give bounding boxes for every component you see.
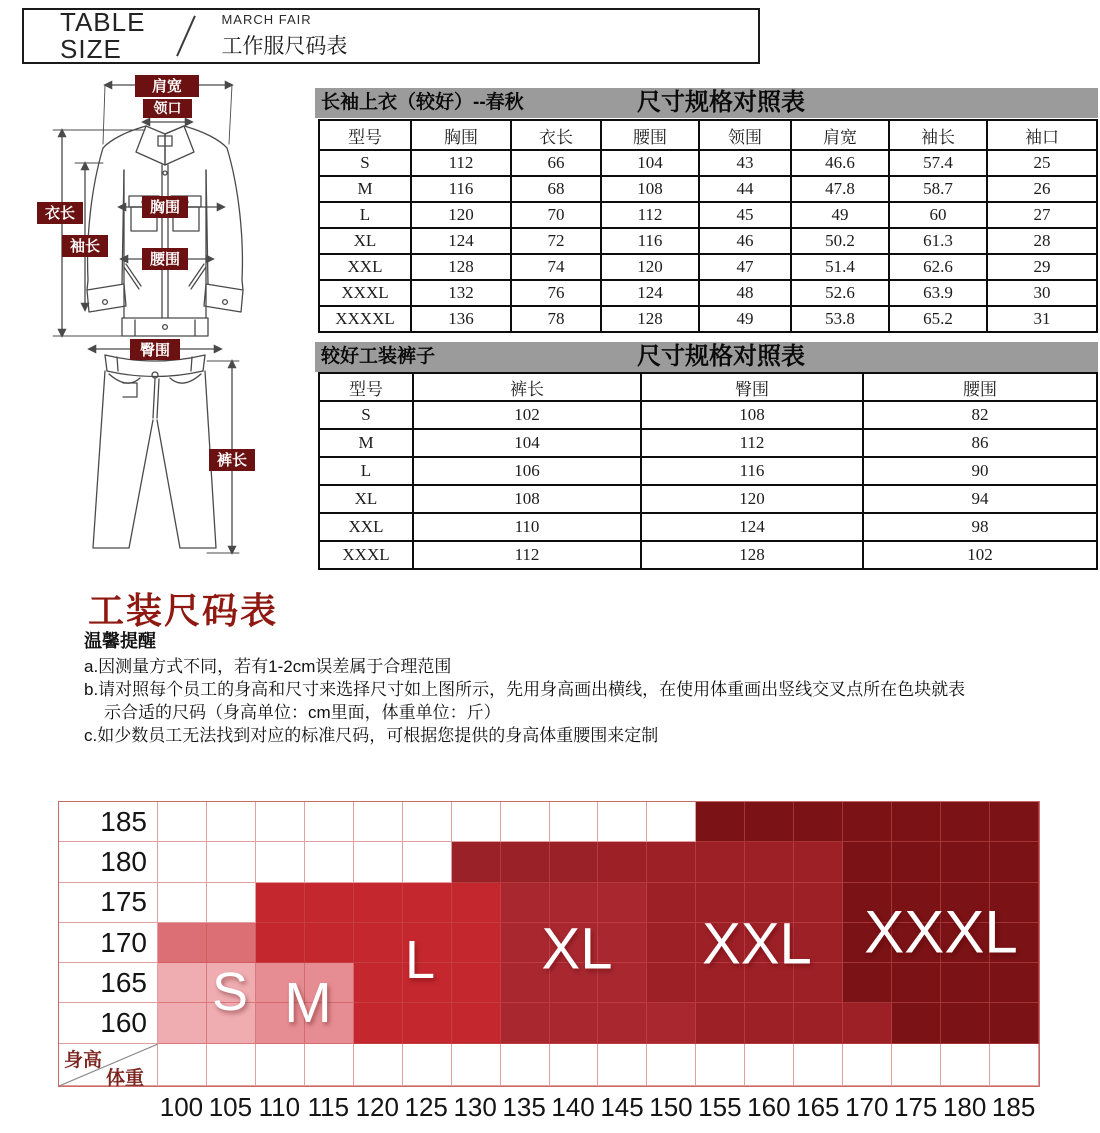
weight-tick-label: 135 (502, 1092, 546, 1122)
cell: 108 (601, 176, 699, 202)
height-axis-label: 170 (59, 923, 158, 963)
heatmap-cell (794, 1003, 843, 1043)
notes-block (84, 630, 965, 747)
size-zone-label-l: L (404, 930, 436, 990)
cell: 108 (641, 401, 863, 429)
heatmap-cell (550, 802, 599, 842)
header-box (22, 8, 760, 64)
heatmap-cell (745, 1003, 794, 1043)
heatmap-cell (501, 802, 550, 842)
cell: 70 (511, 202, 601, 228)
weight-tick-label: 170 (845, 1092, 889, 1122)
column-header: 袖长 (889, 120, 987, 150)
note-line: a.因测量方式不同，若有1-2cm误差属于合理范围 (84, 657, 452, 676)
brand-label: MARCH FAIR (221, 12, 312, 27)
page-title (60, 9, 145, 63)
page-title-line1: TABLE (60, 7, 146, 37)
jacket-length-label: 衣长 (44, 205, 76, 222)
height-axis-label: 185 (59, 802, 158, 842)
header-row-cell (843, 1044, 892, 1086)
heatmap-cell (207, 842, 256, 882)
table-row (319, 228, 1097, 254)
weight-tick-label: 120 (355, 1092, 399, 1122)
cell: 128 (411, 254, 511, 280)
heatmap-cell (452, 802, 501, 842)
height-axis-label: 165 (59, 963, 158, 1003)
heatmap-cell (843, 1003, 892, 1043)
table-row (319, 429, 1097, 457)
jacket-table-subtitle: 尺寸规格对照表 (637, 89, 805, 116)
column-header: 领围 (699, 120, 791, 150)
garment-diagram (25, 68, 315, 583)
weight-tick-label: 100 (159, 1092, 204, 1122)
cell: 124 (601, 280, 699, 306)
heatmap-cell (941, 963, 990, 1003)
weight-tick-label: 125 (404, 1092, 448, 1122)
cell: 65.2 (889, 306, 987, 332)
cell: 26 (987, 176, 1097, 202)
heatmap-cell (158, 1003, 207, 1043)
heatmap-cell (550, 842, 599, 882)
cell: 45 (699, 202, 791, 228)
cell: 102 (863, 541, 1097, 569)
column-header: 肩宽 (791, 120, 889, 150)
cell: 28 (987, 228, 1097, 254)
heatmap-cell (256, 883, 305, 923)
cell: 52.6 (791, 280, 889, 306)
table-row (319, 202, 1097, 228)
cell: S (319, 150, 411, 176)
heatmap-cell (843, 963, 892, 1003)
cell: 51.4 (791, 254, 889, 280)
cell: 106 (413, 457, 641, 485)
column-header: 腰围 (863, 373, 1097, 401)
cell: 47.8 (791, 176, 889, 202)
heatmap-cell (207, 883, 256, 923)
weight-tick-label: 160 (747, 1092, 791, 1122)
table-row (319, 280, 1097, 306)
column-header: 型号 (319, 373, 413, 401)
heatmap-cell (598, 1003, 647, 1043)
heatmap-cell (207, 923, 256, 963)
table-row (319, 254, 1097, 280)
heatmap-cell (305, 842, 354, 882)
axis-corner-cell (59, 1044, 158, 1089)
page-title-line2: SIZE (60, 34, 122, 64)
cell: 98 (863, 513, 1097, 541)
heatmap-cell (550, 1003, 599, 1043)
cell: 30 (987, 280, 1097, 306)
cell: 116 (601, 228, 699, 254)
cell: 128 (641, 541, 863, 569)
heatmap-cell (403, 842, 452, 882)
heatmap-cell (305, 923, 354, 963)
heatmap-cell (990, 842, 1039, 882)
cell: 112 (413, 541, 641, 569)
cell: XXXL (319, 541, 413, 569)
cell: 104 (601, 150, 699, 176)
heatmap-cell (452, 923, 501, 963)
section-title: 工装尺码表 (88, 590, 279, 631)
cell: XL (319, 485, 413, 513)
cell: 102 (413, 401, 641, 429)
heatmap-cell (354, 923, 403, 963)
jacket-table-band (315, 88, 1098, 118)
weight-tick-label: 115 (307, 1092, 350, 1122)
heatmap-cell (941, 1003, 990, 1043)
heatmap-cell (598, 842, 647, 882)
note-line: 示合适的尺码（身高单位：cm里面，体重单位：斤） (104, 703, 501, 722)
cell: 120 (601, 254, 699, 280)
cell: 58.7 (889, 176, 987, 202)
waist-label: 腰围 (149, 251, 181, 268)
table-header (319, 373, 1097, 401)
table-row (319, 457, 1097, 485)
cell: 82 (863, 401, 1097, 429)
header-row-cell (696, 1044, 745, 1086)
cell: 72 (511, 228, 601, 254)
cell: 49 (699, 306, 791, 332)
column-header: 型号 (319, 120, 411, 150)
weight-tick-label: 140 (551, 1092, 595, 1122)
table-body (319, 150, 1097, 332)
weight-tick-label: 155 (698, 1092, 742, 1122)
cell: 124 (411, 228, 511, 254)
hip-label: 臀围 (139, 342, 171, 359)
header-row-cell (941, 1044, 990, 1086)
cell: 68 (511, 176, 601, 202)
cell: 48 (699, 280, 791, 306)
heatmap-cell (941, 842, 990, 882)
table-row (319, 513, 1097, 541)
column-header: 衣长 (511, 120, 601, 150)
cell: XXL (319, 254, 411, 280)
heatmap-cell (696, 842, 745, 882)
header-row-cell (794, 1044, 843, 1086)
jacket-outline (53, 85, 243, 553)
header-row-cell (207, 1044, 256, 1086)
cell: 132 (411, 280, 511, 306)
heatmap-cell (354, 802, 403, 842)
size-zone-label-m: M (284, 971, 332, 1035)
heatmap-cell (696, 802, 745, 842)
cell: 46.6 (791, 150, 889, 176)
pants-table-subtitle: 尺寸规格对照表 (637, 343, 805, 370)
cell: 74 (511, 254, 601, 280)
header-subtitle-block (221, 12, 347, 60)
cell: 116 (641, 457, 863, 485)
cell: 25 (987, 150, 1097, 176)
weight-tick-label: 130 (453, 1092, 497, 1122)
heatmap-cell (990, 802, 1039, 842)
heatmap-cell (647, 1003, 696, 1043)
cell: XXXXL (319, 306, 411, 332)
heatmap-cell (647, 842, 696, 882)
table-row (319, 485, 1097, 513)
note-line: c.如少数员工无法找到对应的标准尺码，可根据您提供的身高体重腰围来定制 (84, 726, 659, 745)
chest-label: 胸围 (149, 199, 181, 216)
weight-tick-label: 165 (796, 1092, 840, 1122)
heatmap-cell (647, 923, 696, 963)
table-header (319, 120, 1097, 150)
cell: 27 (987, 202, 1097, 228)
heatmap-cell (892, 1003, 941, 1043)
heatmap-cell (256, 802, 305, 842)
heatmap-cell (354, 1003, 403, 1043)
pants-size-table (318, 372, 1098, 570)
heatmap-cell (403, 1003, 452, 1043)
jacket-size-table (318, 119, 1098, 333)
heatmap-cell (843, 842, 892, 882)
heatmap-cell (990, 963, 1039, 1003)
heatmap-cell (745, 802, 794, 842)
heatmap-cell (892, 963, 941, 1003)
cell: 112 (411, 150, 511, 176)
cell: XXXL (319, 280, 411, 306)
heatmap-cell (158, 963, 207, 1003)
cell: 78 (511, 306, 601, 332)
cell: 49 (791, 202, 889, 228)
header-row-cell (550, 1044, 599, 1086)
column-header: 腰围 (601, 120, 699, 150)
note-line: b.请对照每个员工的身高和尺寸来选择尺寸如上图所示，先用身高画出横线，在使用体重画出竖线交叉点所在色块就表 (84, 680, 966, 699)
header-row-cell (892, 1044, 941, 1086)
heatmap-cell (354, 883, 403, 923)
height-axis-title: 身高 (64, 1049, 103, 1071)
pants-table-band (315, 342, 1098, 372)
cell: 76 (511, 280, 601, 306)
size-zone-label-xxxl: XXXL (864, 898, 1018, 966)
cell: 94 (863, 485, 1097, 513)
heatmap-cell (452, 842, 501, 882)
cell: 63.9 (889, 280, 987, 306)
table-body (319, 401, 1097, 569)
heatmap-cell (647, 963, 696, 1003)
heatmap-cell (305, 883, 354, 923)
cell: 120 (411, 202, 511, 228)
heatmap-cell (745, 842, 794, 882)
heatmap-cell (403, 802, 452, 842)
heatmap-cell (158, 923, 207, 963)
size-zone-label-xl: XL (541, 916, 613, 982)
header-row-cell (501, 1044, 550, 1086)
weight-tick-label: 110 (258, 1092, 301, 1122)
cell: 47 (699, 254, 791, 280)
heatmap-cell (892, 842, 941, 882)
column-header: 胸围 (411, 120, 511, 150)
heatmap-cell (794, 842, 843, 882)
cell: 124 (641, 513, 863, 541)
cell: 44 (699, 176, 791, 202)
weight-axis (58, 1092, 1038, 1124)
header-row-cell (452, 1044, 501, 1086)
cell: 53.8 (791, 306, 889, 332)
cell: 60 (889, 202, 987, 228)
cell: 108 (413, 485, 641, 513)
size-heatmap-chart (58, 801, 1040, 1087)
heatmap-cell (452, 963, 501, 1003)
table-row (319, 401, 1097, 429)
column-header: 袖口 (987, 120, 1097, 150)
heatmap-cell (158, 802, 207, 842)
heatmap-cell (354, 963, 403, 1003)
heatmap-cell (452, 883, 501, 923)
header-row-cell (647, 1044, 696, 1086)
pants-length-label: 裤长 (216, 452, 248, 469)
heatmap-cell (501, 842, 550, 882)
height-axis-label: 180 (59, 842, 158, 882)
cell: 110 (413, 513, 641, 541)
heatmap-cell (256, 842, 305, 882)
heatmap-cell (647, 802, 696, 842)
heatmap-cell (158, 883, 207, 923)
column-header: 裤长 (413, 373, 641, 401)
notes-lines (84, 655, 965, 747)
cell: 86 (863, 429, 1097, 457)
weight-tick-label: 180 (942, 1092, 987, 1122)
heatmap-cell (941, 802, 990, 842)
size-zone-label-xxl: XXL (702, 911, 812, 977)
header-row-cell (745, 1044, 794, 1086)
weight-tick-label: 105 (208, 1092, 253, 1122)
cell: 62.6 (889, 254, 987, 280)
heatmap-cell (794, 802, 843, 842)
cell: 57.4 (889, 150, 987, 176)
weight-tick-label: 185 (991, 1092, 1036, 1122)
heatmap-cell (892, 802, 941, 842)
cell: 136 (411, 306, 511, 332)
shoulder-label: 肩宽 (151, 78, 183, 95)
heatmap-cell (256, 923, 305, 963)
cell: 112 (601, 202, 699, 228)
cell: 50.2 (791, 228, 889, 254)
heatmap-cell (501, 1003, 550, 1043)
size-zone-label-s: S (211, 962, 249, 1022)
height-axis-label: 175 (59, 883, 158, 923)
cell: XL (319, 228, 411, 254)
header-row-cell (158, 1044, 207, 1086)
header-row-cell (990, 1044, 1039, 1086)
height-axis-label: 160 (59, 1003, 158, 1043)
heatmap-cell (403, 883, 452, 923)
heatmap-cell (598, 802, 647, 842)
heatmap-cell (158, 842, 207, 882)
cell: L (319, 457, 413, 485)
cell: 116 (411, 176, 511, 202)
weight-axis-title: 体重 (106, 1067, 145, 1089)
weight-tick-label: 175 (894, 1092, 938, 1122)
table-header-row (319, 373, 1097, 401)
cell: 66 (511, 150, 601, 176)
heatmap-cell (354, 842, 403, 882)
header-row-cell (256, 1044, 305, 1086)
table-row (319, 306, 1097, 332)
cell: S (319, 401, 413, 429)
cell: 120 (641, 485, 863, 513)
heatmap-cell (990, 1003, 1039, 1043)
cell: 90 (863, 457, 1097, 485)
heatmap-cell (843, 802, 892, 842)
sleeve-length-label: 袖长 (69, 238, 101, 255)
cell: L (319, 202, 411, 228)
cell: 112 (641, 429, 863, 457)
table-row (319, 176, 1097, 202)
cell: 61.3 (889, 228, 987, 254)
header-row-cell (403, 1044, 452, 1086)
cell: 104 (413, 429, 641, 457)
measure-label-boxes (37, 75, 255, 471)
slash-divider (177, 15, 197, 56)
cell: XXL (319, 513, 413, 541)
header-row-cell (598, 1044, 647, 1086)
table-row (319, 541, 1097, 569)
cell: 128 (601, 306, 699, 332)
weight-tick-label: 145 (600, 1092, 644, 1122)
cell: 29 (987, 254, 1097, 280)
pants-table-title: 较好工装裤子 (321, 346, 436, 367)
measure-labels (45, 77, 247, 469)
heatmap-cell (647, 883, 696, 923)
cell: 46 (699, 228, 791, 254)
cell: M (319, 176, 411, 202)
collar-label: 领口 (153, 100, 182, 116)
table-header-row (319, 120, 1097, 150)
notes-heading: 温馨提醒 (84, 631, 156, 651)
table-row (319, 150, 1097, 176)
weight-tick-label: 150 (649, 1092, 693, 1122)
cell: 31 (987, 306, 1097, 332)
heatmap-cell (696, 1003, 745, 1043)
column-header: 臀围 (641, 373, 863, 401)
header-row-cell (354, 1044, 403, 1086)
cell: M (319, 429, 413, 457)
header-row-cell (305, 1044, 354, 1086)
heatmap-cell (305, 802, 354, 842)
heatmap-cell (452, 1003, 501, 1043)
cell: 43 (699, 150, 791, 176)
jacket-table-title: 长袖上衣（较好）--春秋 (321, 92, 524, 113)
heatmap-cell (207, 802, 256, 842)
page-subtitle: 工作服尺码表 (221, 35, 348, 58)
